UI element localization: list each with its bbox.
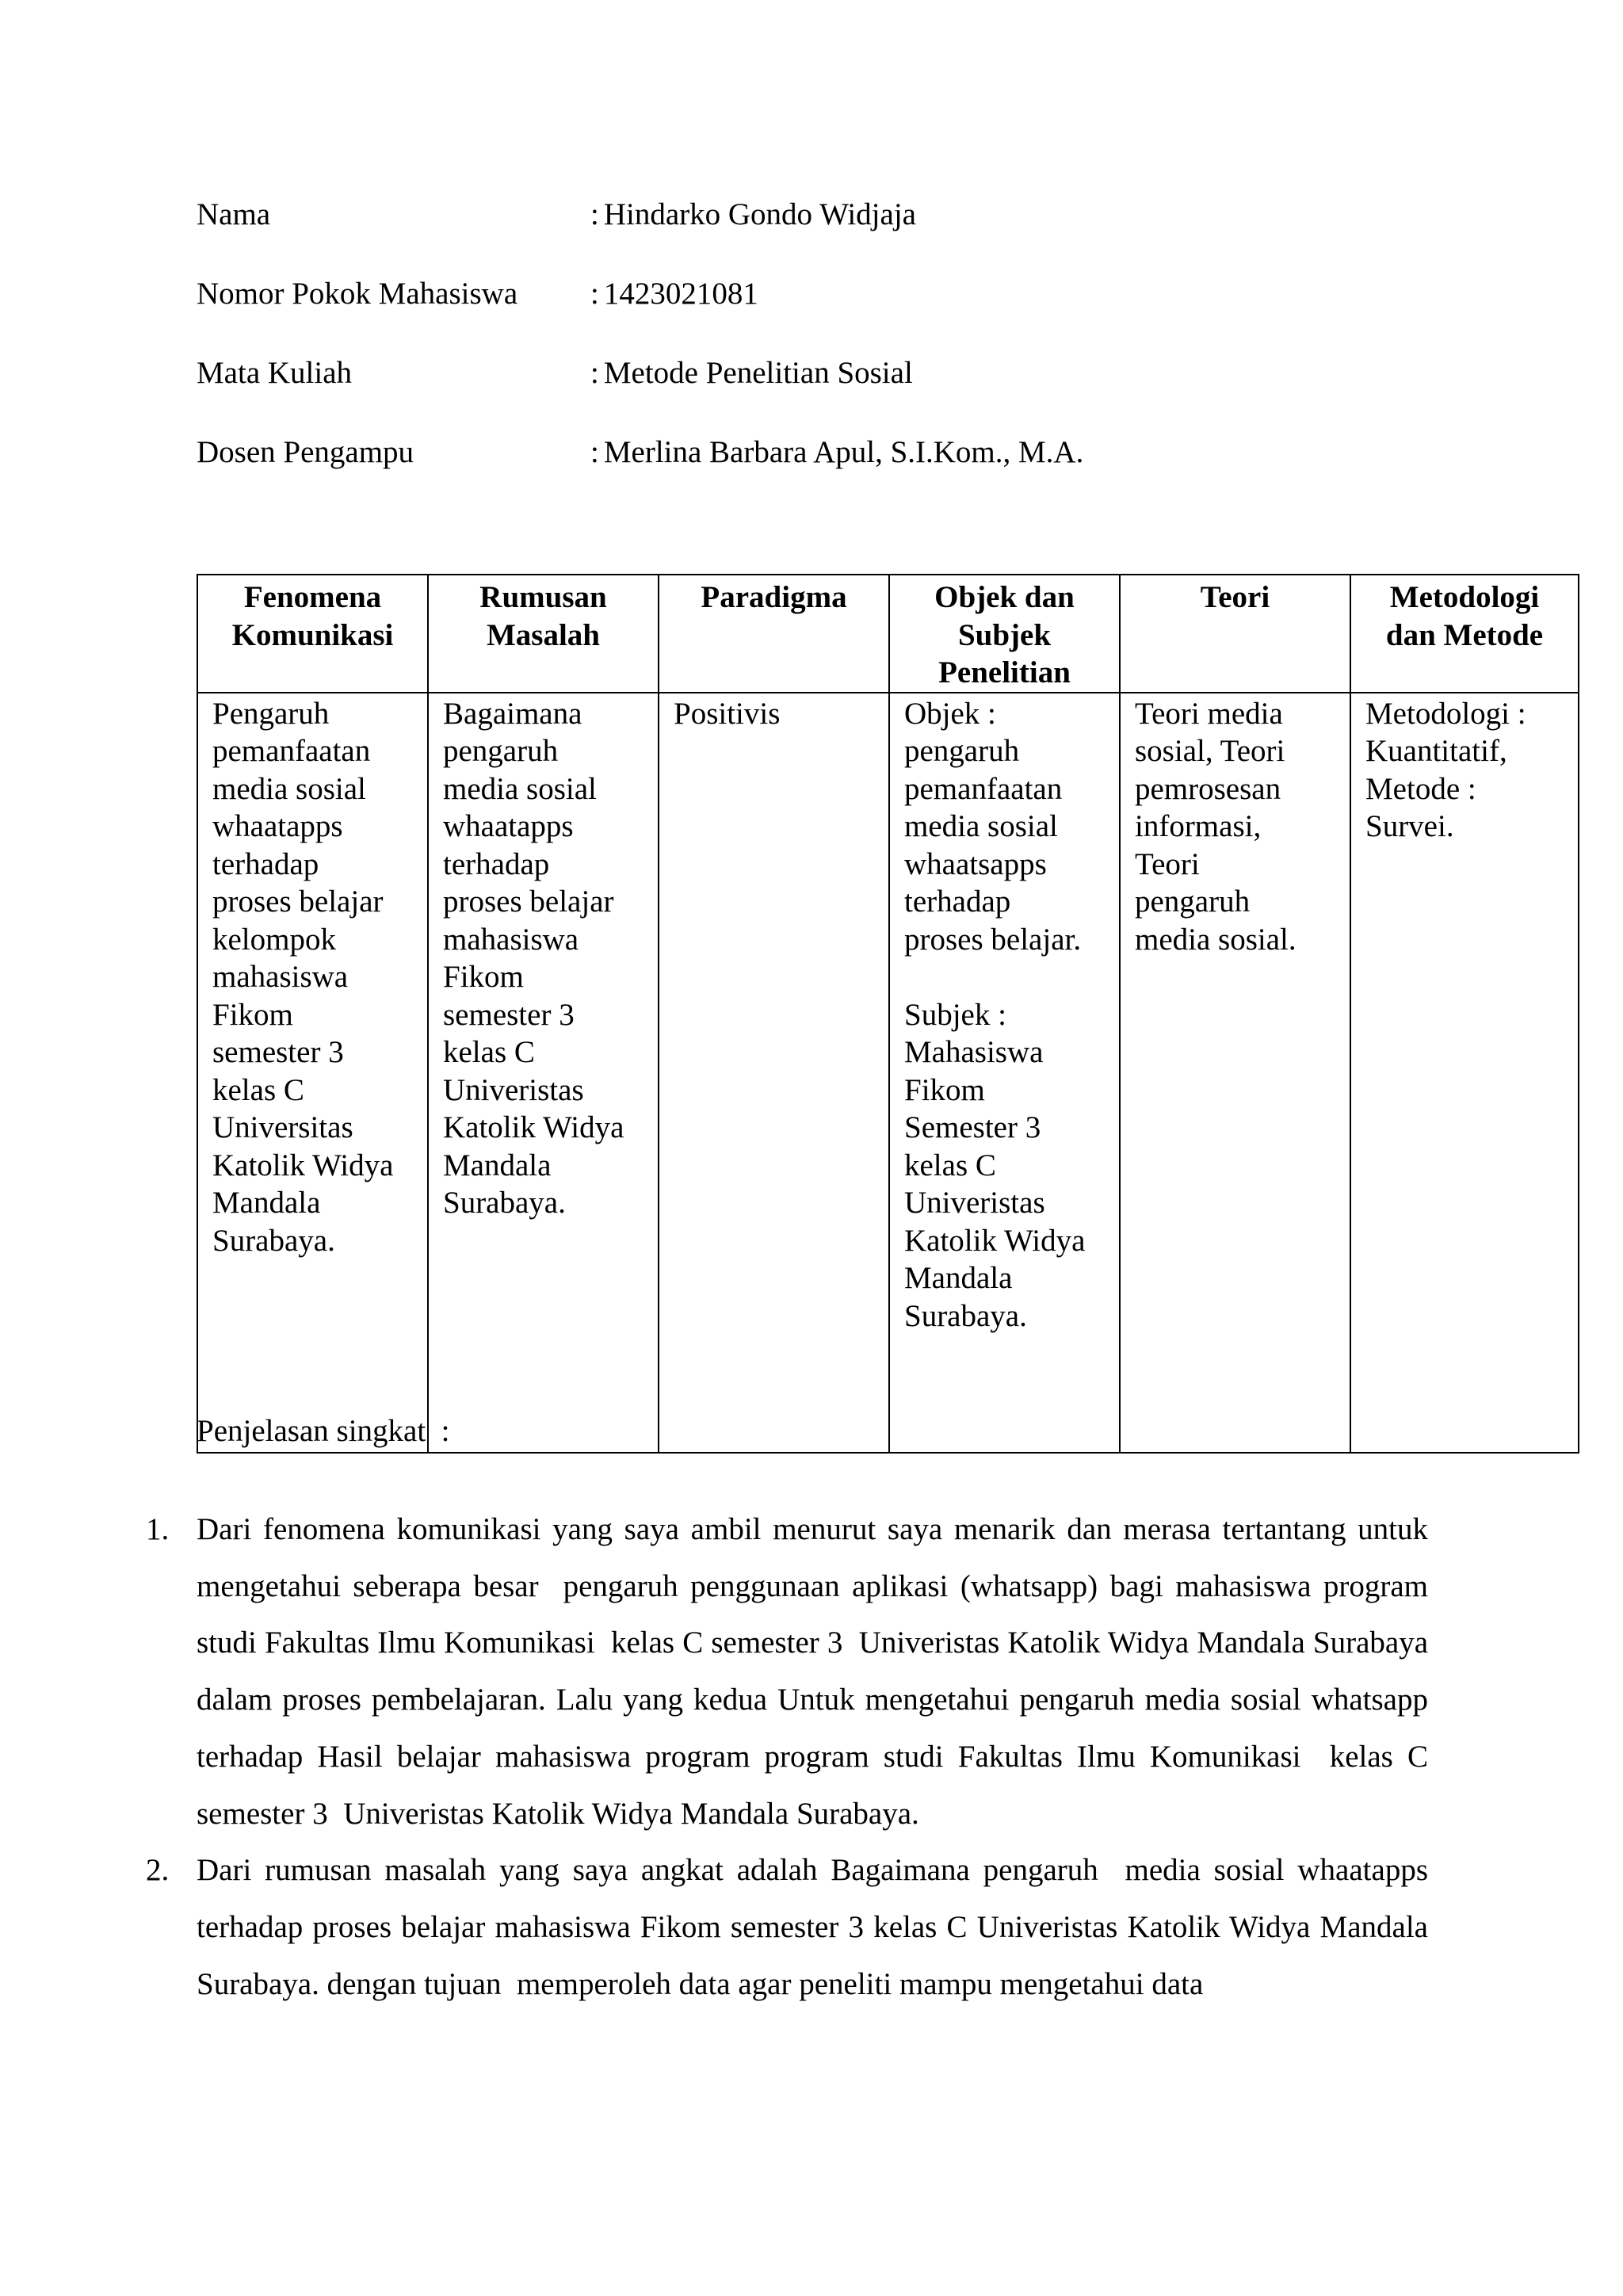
info-separator: :: [590, 435, 599, 469]
info-separator: :: [590, 356, 599, 390]
info-value: 1423021081: [603, 277, 758, 311]
header-objek-subjek: Objek dan Subjek Penelitian: [889, 575, 1120, 693]
info-separator: :: [590, 277, 599, 311]
list-item-number: 1.: [146, 1512, 170, 1546]
header-paradigma: Paradigma: [659, 575, 889, 693]
table-header-row: [197, 575, 1579, 693]
list-item-text: Dari rumusan masalah yang saya angkat adalah Bagaimana pengaruh media sosial whaatapps terhadap proses belajar mahasiswa Fikom semester 3 kelas C Univeristas Katolik Widya Mandala Surabaya. dengan tujuan memperoleh data agar peneliti mampu mengetahui data: [197, 1853, 1436, 2001]
info-label: Nama: [197, 197, 271, 231]
list-item: [146, 1501, 1436, 1842]
info-value: Metode Penelitian Sosial: [603, 356, 913, 390]
cell-objek-subjek: Objek : pengaruh pemanfaatan media sosial whaatsapps terhadap proses belajar. Subjek : Mahasiswa Fikom Semester 3 kelas C Univeristas Katolik Widya Mandala Surabaya.: [889, 693, 1120, 1453]
table-row: [197, 693, 1579, 1453]
cell-paradigma: Positivis: [659, 693, 889, 1453]
list-item-text: Dari fenomena komunikasi yang saya ambil menurut saya menarik dan merasa tertantang untuk mengetahui seberapa besar pengaruh penggunaan aplikasi (whatsapp) bagi mahasiswa program studi Fakultas Ilmu Komunikasi kelas C semester 3 Univeristas Katolik Widya Mandala Surabaya dalam proses pembelajaran. Lalu yang kedua Untuk mengetahui pengaruh media sosial whatsapp terhadap Hasil belajar mahasiswa program program studi Fakultas Ilmu Komunikasi kelas C semester 3 Univeristas Katolik Widya Mandala Surabaya.: [197, 1512, 1436, 1831]
list-item-number: 2.: [146, 1853, 170, 1888]
cell-rumusan-masalah: Bagaimana pengaruh media sosial whaatapps terhadap proses belajar mahasiswa Fikom semester 3 kelas C Univeristas Katolik Widya Mandala Surabaya.: [428, 693, 659, 1453]
header-fenomena-komunikasi: Fenomena Komunikasi: [197, 575, 428, 693]
header-teori: Teori: [1120, 575, 1350, 693]
info-separator: :: [590, 197, 599, 231]
explanation-list: [146, 1501, 1436, 2012]
header-metodologi: Metodologi dan Metode: [1350, 575, 1579, 693]
info-row-course: [197, 353, 1385, 433]
research-table-wrapper: [197, 574, 1579, 1454]
info-label: Mata Kuliah: [197, 356, 353, 390]
explanation-title: Penjelasan singkat :: [197, 1414, 450, 1448]
info-label: Nomor Pokok Mahasiswa: [197, 277, 518, 311]
cell-metodologi: Metodologi : Kuantitatif, Metode : Survei.: [1350, 693, 1579, 1453]
info-label: Dosen Pengampu: [197, 435, 414, 469]
info-row-student-number: [197, 274, 1385, 353]
list-item: [146, 1842, 1436, 2012]
header-rumusan-masalah: Rumusan Masalah: [428, 575, 659, 693]
research-table: [197, 574, 1579, 1454]
student-info-block: [197, 195, 1385, 512]
cell-teori: Teori media sosial, Teori pemrosesan informasi, Teori pengaruh media sosial.: [1120, 693, 1350, 1453]
cell-fenomena-komunikasi: Pengaruh pemanfaatan media sosial whaatapps terhadap proses belajar kelompok mahasiswa Fikom semester 3 kelas C Universitas Katolik Widya Mandala Surabaya.: [197, 693, 428, 1453]
info-row-name: [197, 195, 1385, 274]
info-value: Merlina Barbara Apul, S.I.Kom., M.A.: [603, 435, 1084, 469]
info-value: Hindarko Gondo Widjaja: [603, 197, 916, 231]
info-row-lecturer: [197, 433, 1385, 512]
